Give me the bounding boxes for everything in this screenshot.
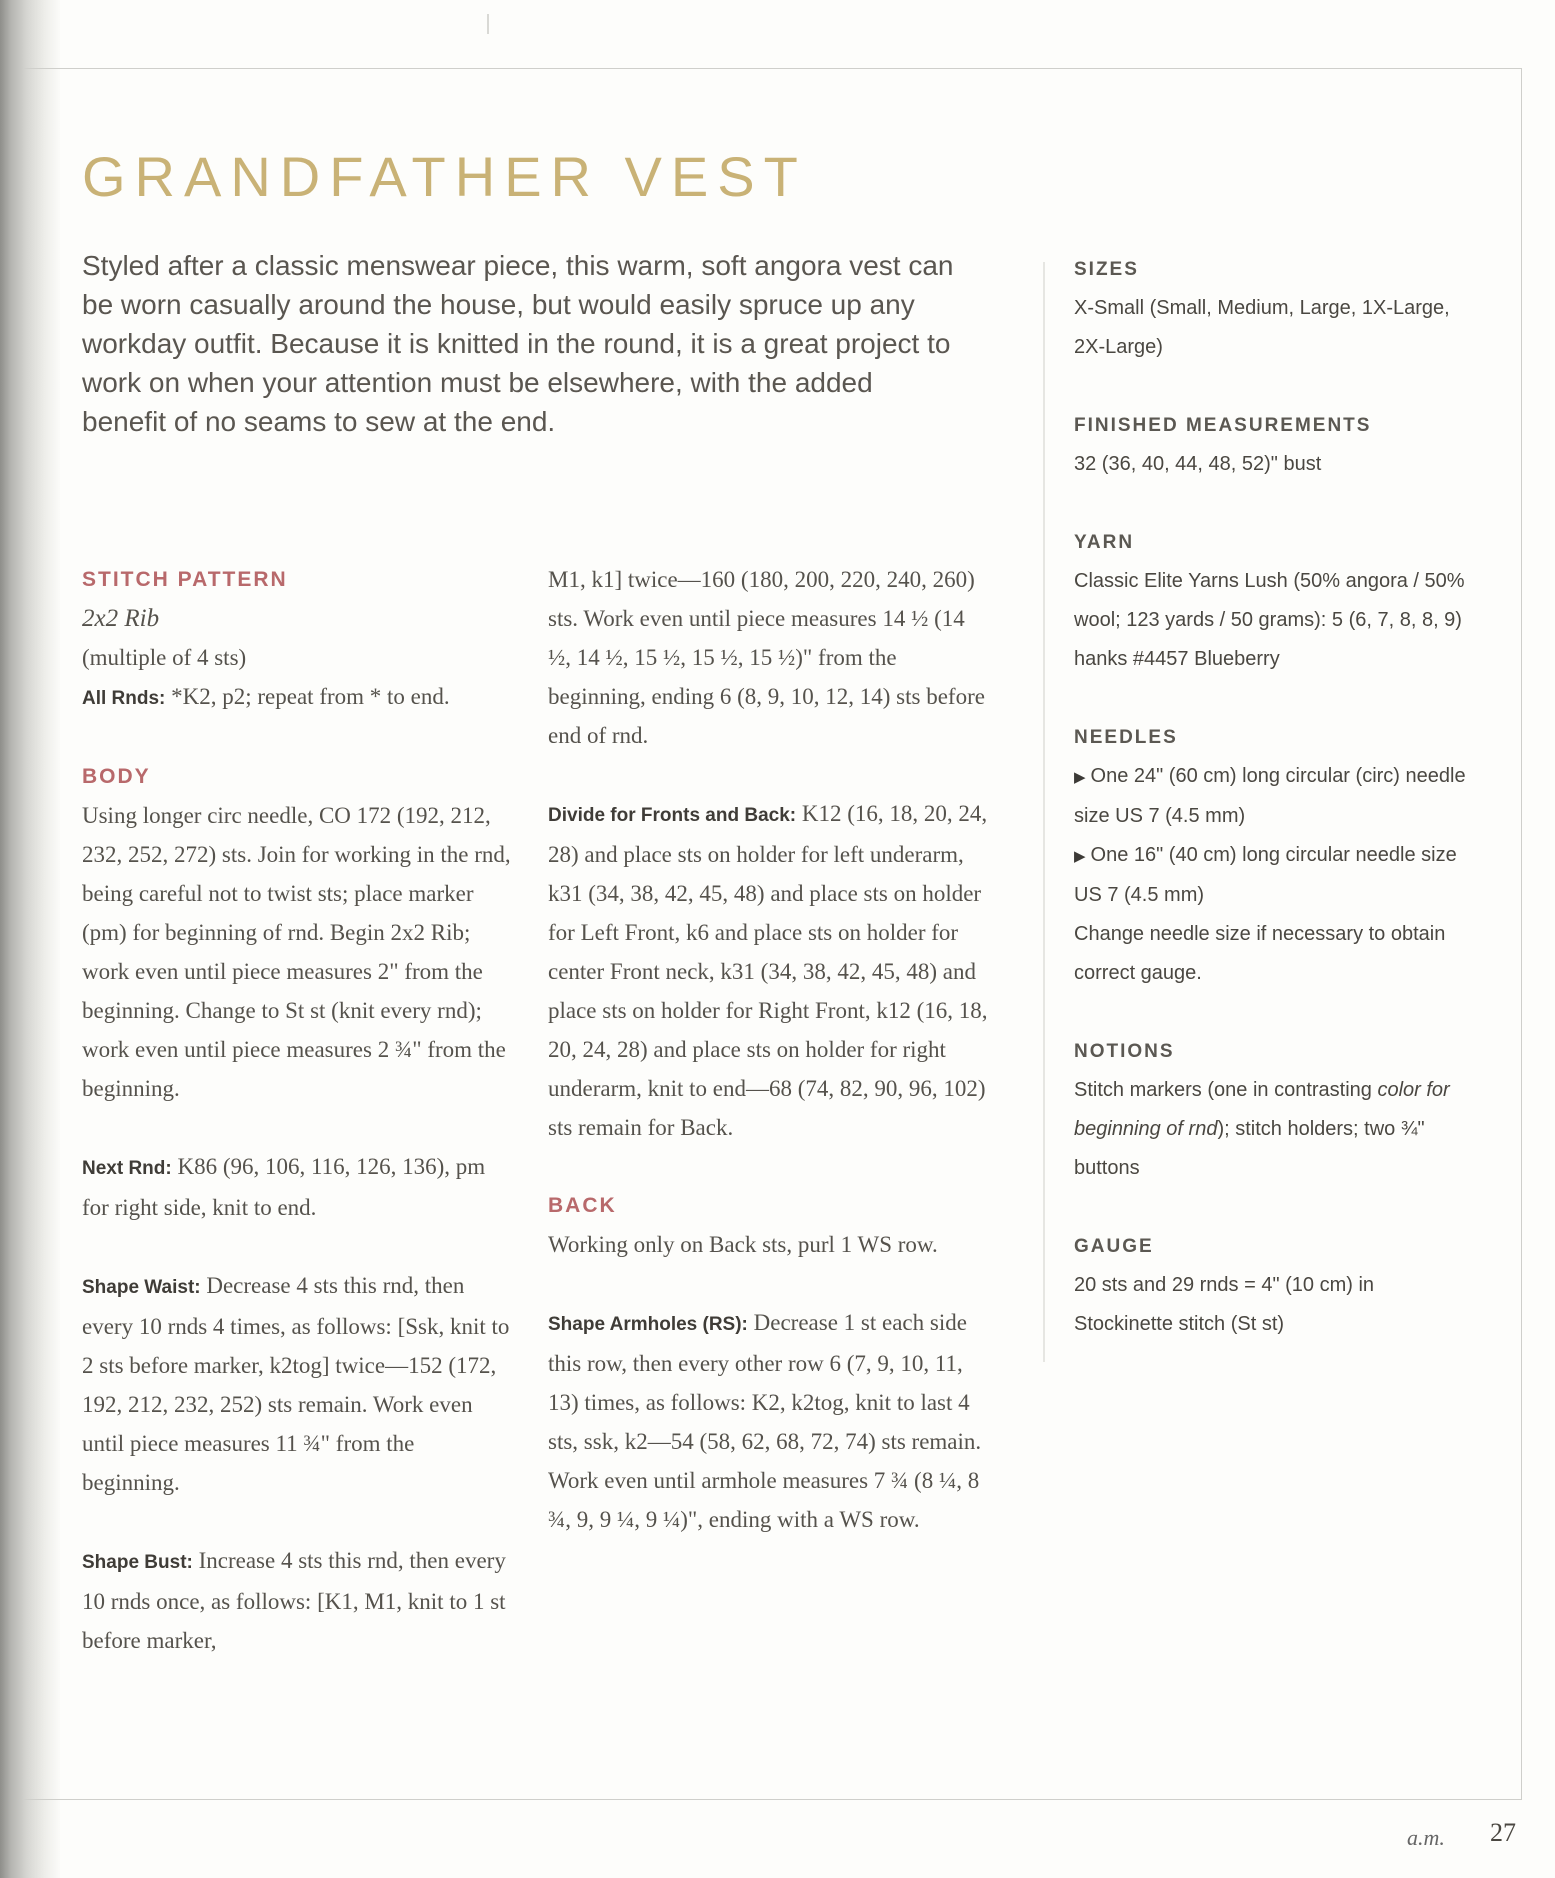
divide-paragraph	[548, 794, 988, 1147]
sidebar-column	[1074, 250, 1469, 1344]
shape-waist-paragraph	[82, 1266, 512, 1502]
bust-continuation: M1, k1] twice—160 (180, 200, 220, 240, 260) sts. Work even until piece measures 14 ½ (14 ½, 14 ½, 15 ½, 15 ½, 15 ½)" from the beginning, ending 6 (8, 9, 10, 12, 14) sts before end of rnd.	[548, 567, 985, 748]
shape-bust-paragraph	[82, 1541, 512, 1660]
needle-item-2	[1074, 836, 1469, 915]
body-text: Using longer circ needle, CO 172 (192, 212, 232, 252, 272) sts. Join for working in the rnd, being careful not to twist sts; place marker (pm) for beginning of rnd. Begin 2x2 Rib; work even until piece measures 2" from the beginning. Change to St st (knit every rnd); work even until piece measures 2 ¾" from the beginning.	[82, 803, 511, 1101]
all-rnds-lead: All Rnds:	[82, 688, 166, 709]
top-mark	[487, 14, 489, 34]
triangle-right-icon: ▶	[1074, 769, 1086, 786]
triangle-right-icon: ▶	[1074, 848, 1086, 865]
next-rnd-text: K86 (96, 106, 116, 126, 136), pm for right side, knit to end.	[82, 1154, 486, 1220]
finished-heading: FINISHED MEASUREMENTS	[1074, 415, 1372, 436]
left-column	[82, 560, 512, 1660]
all-rnds-text: *K2, p2; repeat from * to end.	[165, 684, 450, 709]
sizes-heading: SIZES	[1074, 259, 1139, 280]
yarn-text: Classic Elite Yarns Lush (50% angora / 50% wool; 123 yards / 50 grams): 5 (6, 7, 8, 8, 9) hanks #4457 Blueberry	[1074, 570, 1465, 670]
needle-2-text: One 16" (40 cm) long circular needle size US 7 (4.5 mm)	[1074, 844, 1457, 906]
armholes-paragraph	[548, 1303, 988, 1539]
shape-waist-text: Decrease 4 sts this rnd, then every 10 rnds 4 times, as follows: [Ssk, knit to 2 sts before marker, k2tog] twice—152 (172, 192, 212, 232, 252) sts remain. Work even until piece measures 11 ¾" from the beginning.	[82, 1273, 510, 1495]
page-title: GRANDFATHER VEST	[82, 145, 807, 208]
top-border	[24, 68, 1522, 69]
shape-bust-lead: Shape Bust:	[82, 1552, 193, 1573]
armholes-lead: Shape Armholes (RS):	[548, 1314, 748, 1335]
rib-multiple: (multiple of 4 sts)	[82, 645, 247, 670]
signature: a.m.	[1407, 1825, 1445, 1850]
yarn-heading: YARN	[1074, 532, 1135, 553]
all-rnds-paragraph	[82, 677, 512, 718]
sizes-text: X-Small (Small, Medium, Large, 1X-Large, 2X-Large)	[1074, 297, 1450, 358]
armholes-text: Decrease 1 st each side this row, then every other row 6 (7, 9, 10, 11, 13) times, as follows: K2, k2tog, knit to last 4 sts, ssk, k2—54 (58, 62, 68, 72, 74) sts remain. Work even until armhole measures 7 ¾ (8 ¼, 8 ¾, 9, 9 ¼, 9 ¼)", ending with a WS row.	[548, 1310, 982, 1532]
bottom-border	[24, 1799, 1522, 1800]
back-text: Working only on Back sts, purl 1 WS row.	[548, 1232, 938, 1257]
next-rnd-paragraph	[82, 1147, 512, 1227]
needles-heading: NEEDLES	[1074, 727, 1178, 748]
needle-1-text: One 24" (60 cm) long circular (circ) needle size US 7 (4.5 mm)	[1074, 765, 1466, 827]
back-heading: BACK	[548, 1194, 617, 1217]
divide-text: K12 (16, 18, 20, 24, 28) and place sts on holder for left underarm, k31 (34, 38, 42, 45, 48) and place sts on holder for Left Front, k6 and place sts on holder for center Front neck, k31 (34, 38, 42, 45, 48) and place sts on holder for Right Front, k12 (16, 18, 20, 24, 28) and place sts on holder for right underarm, knit to end—68 (74, 82, 90, 96, 102) sts remain for Back.	[548, 801, 988, 1140]
finished-text: 32 (36, 40, 44, 48, 52)" bust	[1074, 453, 1322, 475]
body-heading: BODY	[82, 765, 151, 788]
divide-lead: Divide for Fronts and Back:	[548, 805, 797, 826]
gauge-text: 20 sts and 29 rnds = 4" (10 cm) in Stockinette stitch (St st)	[1074, 1274, 1375, 1335]
notions-text	[1074, 1071, 1469, 1188]
sidebar-divider	[1043, 262, 1045, 1362]
needle-item-1	[1074, 757, 1469, 836]
right-border	[1521, 68, 1522, 1800]
needle-note: Change needle size if necessary to obtain correct gauge.	[1074, 923, 1446, 984]
notions-text-a: Stitch markers (one in contrasting	[1074, 1079, 1378, 1101]
gauge-heading: GAUGE	[1074, 1236, 1154, 1257]
rib-name: 2x2 Rib	[82, 605, 160, 632]
notions-text-italic: color for beginning of rnd	[1074, 1079, 1450, 1140]
intro-paragraph: Styled after a classic menswear piece, this warm, soft angora vest can be worn casually around the house, but would easily spruce up any workday outfit. Because it is knitted in the round, it is a great project to work on when your attention must be elsewhere, with the added benefit of no seams to sew at the end.	[82, 250, 954, 437]
book-spine-shadow	[0, 0, 60, 1878]
page-number: 27	[1490, 1818, 1516, 1847]
shape-waist-lead: Shape Waist:	[82, 1277, 201, 1298]
next-rnd-lead: Next Rnd:	[82, 1158, 172, 1179]
notions-text-c: ); stitch holders; two ¾" buttons	[1074, 1118, 1425, 1179]
stitch-pattern-heading: STITCH PATTERN	[82, 568, 288, 591]
middle-column	[548, 560, 988, 1539]
shape-bust-text: Increase 4 sts this rnd, then every 10 rnds once, as follows: [K1, M1, knit to 1 st before marker,	[82, 1548, 506, 1653]
notions-heading: NOTIONS	[1074, 1041, 1175, 1062]
